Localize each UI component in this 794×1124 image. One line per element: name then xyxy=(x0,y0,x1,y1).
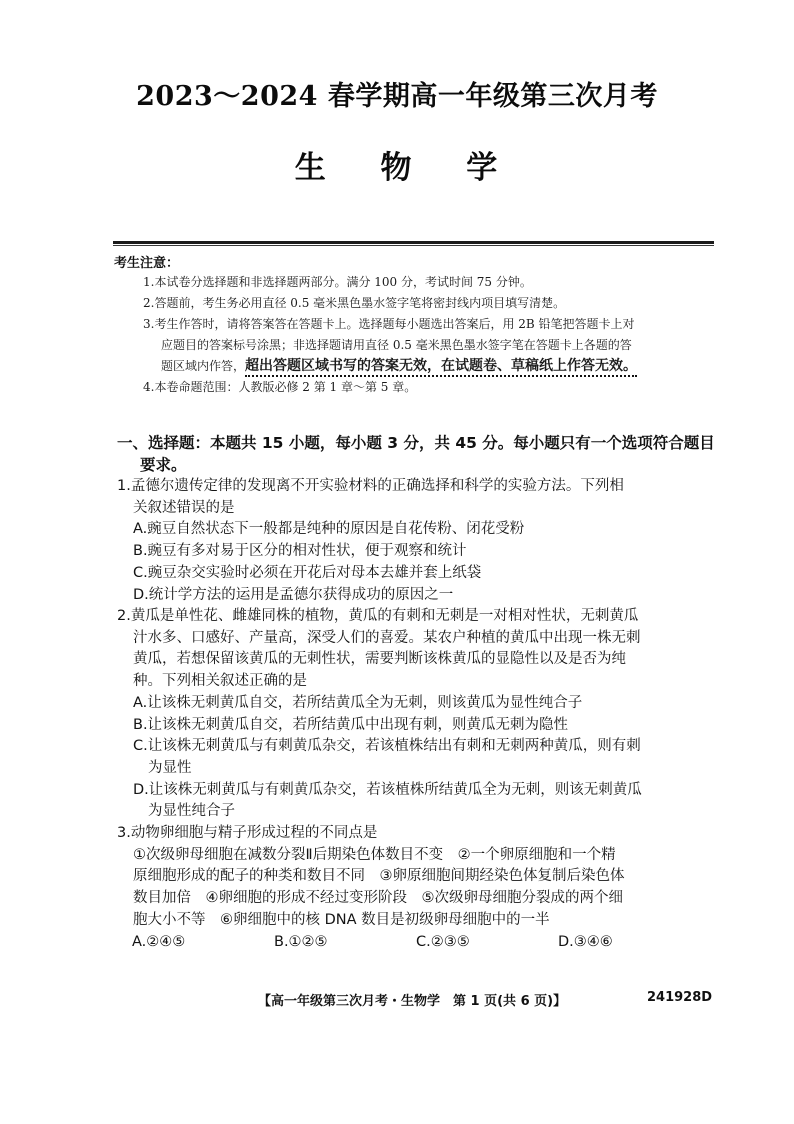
section-heading xyxy=(117,432,717,476)
q2-stem-line-3: 黄瓜，若想保留该黄瓜的无刺性状，需要判断该株黄瓜的显隐性以及是否为纯 xyxy=(133,651,626,668)
q3-statements-line-3: 数目加倍 ④卵细胞的形成不经过变形阶段 ⑤次级卵母细胞分裂成的两个细 xyxy=(133,890,623,907)
q1-stem-line-1: 1.孟德尔遗传定律的发现离不开实验材料的正确选择和科学的实验方法。下列相 xyxy=(117,478,624,494)
q1-option-b: B.豌豆有多对易于区分的相对性状，便于观察和统计 xyxy=(133,543,467,560)
notice-item-3-line-1: 3.考生作答时，请将答案答在答题卡上。选择题每小题选出答案后，用 2B 铅笔把答题卡上对 xyxy=(143,317,635,331)
q2-option-c-line-2: 为显性 xyxy=(148,759,192,776)
paper-code: 241928D xyxy=(647,990,713,1005)
q2-option-c-line-1: C.让该株无刺黄瓜与有刺黄瓜杂交，若该植株结出有刺和无刺两种黄瓜，则有刺 xyxy=(133,738,641,755)
notice-heading: 考生注意： xyxy=(114,256,180,271)
notice-item-1: 1.本试卷分选择题和非选择题两部分。满分 100 分，考试时间 75 分钟。 xyxy=(143,275,532,289)
header-divider xyxy=(113,241,714,244)
q2-option-d-line-2: 为显性纯合子 xyxy=(148,803,235,820)
q1-option-c: C.豌豆杂交实验时必须在开花后对母本去雄并套上纸袋 xyxy=(133,564,482,581)
q2-stem-line-2: 汁水多、口感好、产量高，深受人们的喜爱。某农户种植的黄瓜中出现一株无刺 xyxy=(133,629,641,646)
q3-option-a: A.②④⑤ xyxy=(132,933,186,950)
q3-statements-line-4: 胞大小不等 ⑥卵细胞中的核 DNA 数目是初级卵母细胞中的一半 xyxy=(133,911,550,928)
notice-item-3-emphasis: 超出答题区域书写的答案无效，在试题卷、草稿纸上作答无效。 xyxy=(245,358,637,377)
q2-option-d-line-1: D.让该株无刺黄瓜与有刺黄瓜杂交，若该植株所结黄瓜全为无刺，则该无刺黄瓜 xyxy=(133,781,642,798)
q3-statements-line-2: 原细胞形成的配子的种类和数目不同 ③卵原细胞间期经染色体复制后染色体 xyxy=(133,868,625,885)
question-3 xyxy=(117,823,727,953)
q2-stem-line-1: 2.黄瓜是单性花、雌雄同株的植物，黄瓜的有刺和无刺是一对相对性状，无刺黄瓜 xyxy=(117,608,639,624)
header-divider-thin xyxy=(113,245,714,246)
q2-stem-line-4: 种。下列相关叙述正确的是 xyxy=(133,673,307,690)
notice-item-3-line-2: 应题目的答案标号涂黑；非选择题请用直径 0.5 毫米黑色墨水签字笔在答题卡上各题的答 xyxy=(161,338,632,352)
section-heading-line-1: 一、选择题：本题共 15 小题，每小题 3 分，共 45 分。每小题只有一个选项符合题目 xyxy=(117,434,715,452)
q2-option-a: A.让该株无刺黄瓜自交，若所结黄瓜全为无刺，则该黄瓜为显性纯合子 xyxy=(133,694,583,711)
q1-stem-line-2: 关叙述错误的是 xyxy=(133,499,235,516)
notice-item-3-plain: 题区域内作答， xyxy=(161,359,246,373)
section-heading-line-2: 要求。 xyxy=(140,456,187,474)
notice-item-2: 2.答题前，考生务必用直径 0.5 毫米黑色墨水签字笔将密封线内项目填写清楚。 xyxy=(143,296,566,310)
question-1 xyxy=(117,476,727,606)
q3-option-c: C.②③⑤ xyxy=(416,933,470,950)
q3-options xyxy=(117,932,727,954)
page-footer: 【高一年级第三次月考・生物学 第 1 页(共 6 页)】 xyxy=(258,994,567,1009)
notice-item-3-line-3 xyxy=(143,356,715,377)
q3-option-b: B.①②⑤ xyxy=(274,933,328,950)
notice-list xyxy=(143,272,715,398)
q3-statements-line-1: ①次级卵母细胞在减数分裂Ⅱ后期染色体数目不变 ②一个卵原细胞和一个精 xyxy=(133,846,616,863)
q2-option-b: B.让该株无刺黄瓜自交，若所结黄瓜中出现有刺，则黄瓜无刺为隐性 xyxy=(133,716,569,733)
notice-item-4: 4.本卷命题范围：人教版必修 2 第 1 章～第 5 章。 xyxy=(143,380,417,394)
q1-option-d: D.统计学方法的运用是孟德尔获得成功的原因之一 xyxy=(133,586,454,603)
q3-option-d: D.③④⑥ xyxy=(558,933,613,950)
exam-subject: 生 物 学 xyxy=(294,150,520,186)
q1-option-a: A.豌豆自然状态下一般都是纯种的原因是自花传粉、闭花受粉 xyxy=(133,521,525,538)
q3-stem: 3.动物卵细胞与精子形成过程的不同点是 xyxy=(117,825,378,841)
question-2 xyxy=(117,606,727,823)
exam-title: 2023～2024 春学期高一年级第三次月考 xyxy=(136,81,658,112)
